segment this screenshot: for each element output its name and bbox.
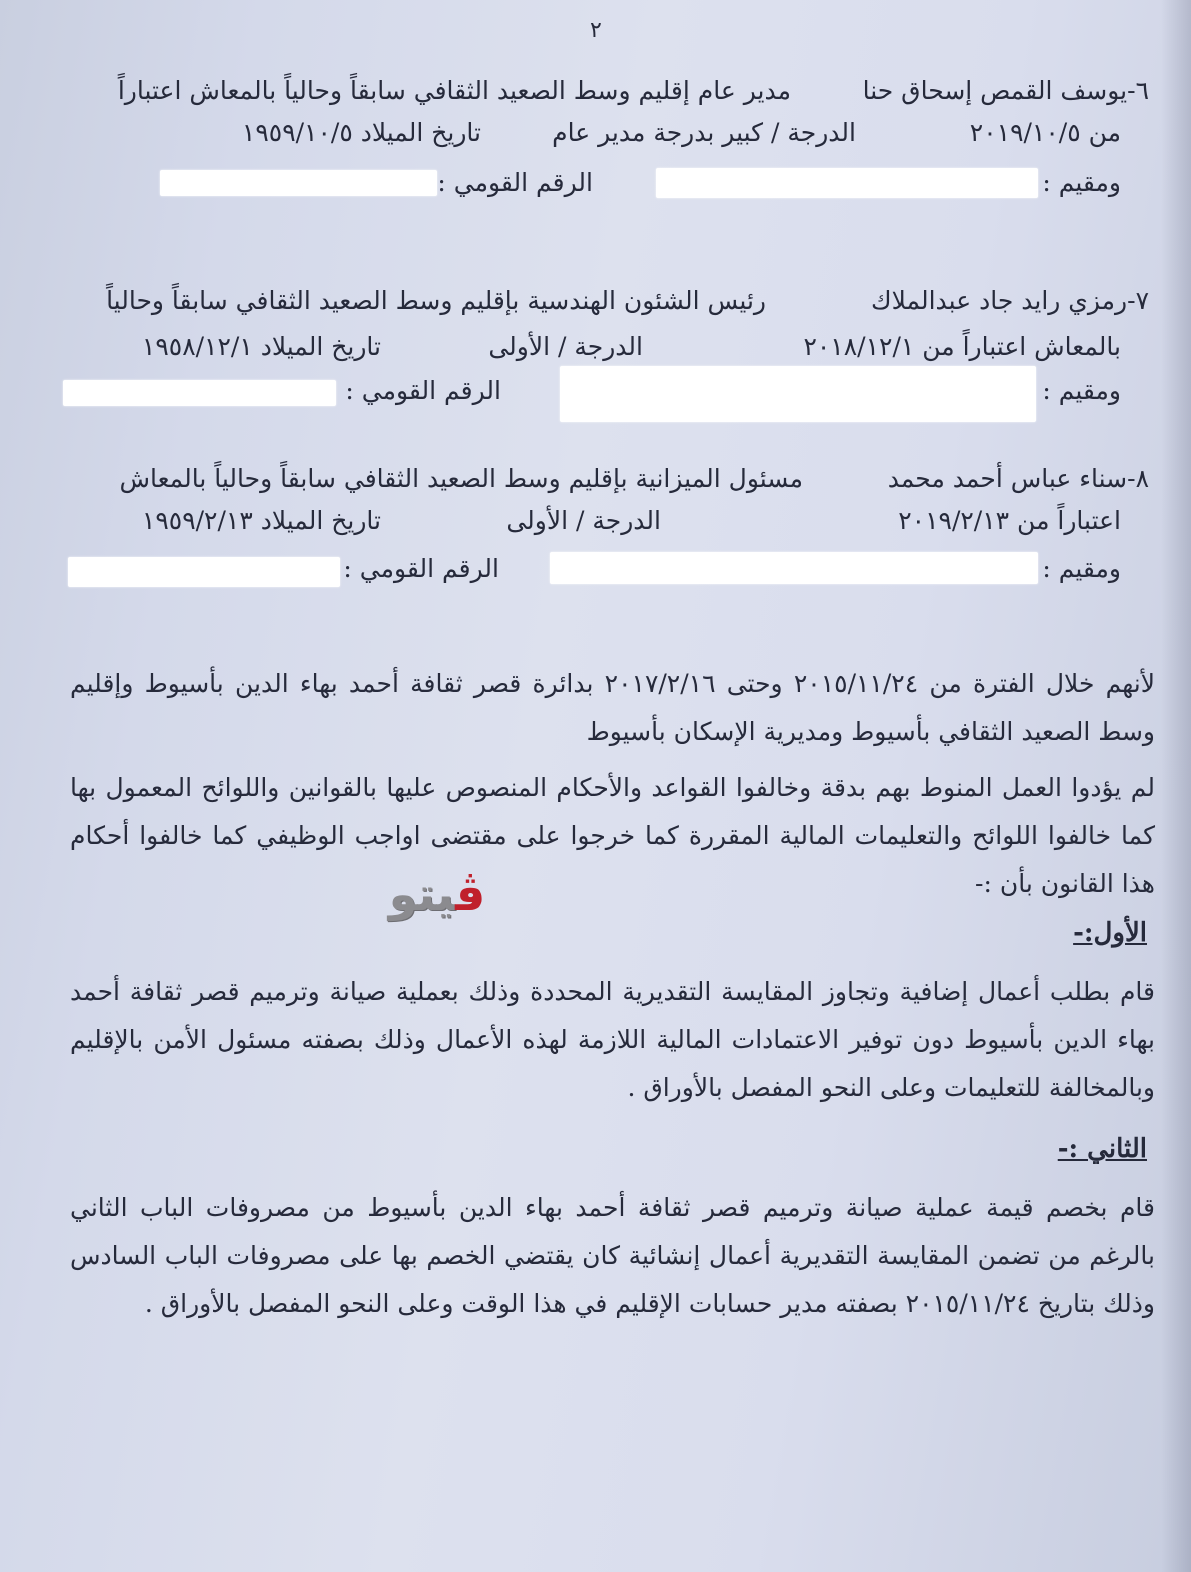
entry-grade: الدرجة / الأولى [506,506,661,535]
watermark-logo: ڤيتو [388,867,486,921]
photo-shadow-edge [1161,0,1191,1572]
redacted-national-id [63,380,336,406]
entry-name: ٧-رمزي رايد جاد عبدالملاك [871,286,1149,315]
entry-since-date: من ٢٠١٩/١٠/٥ [969,118,1121,147]
second-charge-heading: الثاني :- [1057,1134,1147,1164]
redacted-national-id [160,170,437,196]
redacted-address [656,168,1038,198]
national-id-label: الرقم القومي : [343,554,499,583]
page-number: ٢ [590,18,602,43]
national-id-label: الرقم القومي : [437,168,593,197]
charges-paragraph: لم يؤدوا العمل المنوط بهم بدقة وخالفوا القواعد والأحكام المنصوص عليها بالقوانين واللوائح المعمول بها كما خالفوا اللوائح والتعليمات المالية المقررة كما خرجوا على مقتضى اواجب الوظيفي كما خالفوا أحكام هذا القانون بأن :- [70,773,1155,898]
redacted-address [550,552,1038,584]
intro-paragraph: لأنهم خلال الفترة من ٢٠١٥/١١/٢٤ وحتى ٢٠١٧/٢/١٦ بدائرة قصر ثقافة أحمد بهاء الدين بأسيوط وإقليم وسط الصعيد الثقافي بأسيوط ومديرية الإسكان بأسيوط [70,669,1155,746]
entry-since-date: اعتباراً من ٢٠١٩/٢/١٣ [898,506,1121,535]
entry-birth-date: تاريخ الميلاد ١٩٥٨/١٢/١ [141,332,381,361]
entry-name: ٦-يوسف القمص إسحاق حنا [862,76,1149,105]
entry-name: ٨-سناء عباس أحمد محمد [887,464,1149,493]
entry-title: رئيس الشئون الهندسية بإقليم وسط الصعيد الثقافي سابقاً وحالياً [106,286,766,315]
first-charge-heading: الأول:- [1073,918,1147,948]
residence-label: ومقيم : [1042,376,1121,405]
entry-birth-date: تاريخ الميلاد ١٩٥٩/١٠/٥ [241,118,481,147]
entry-title: مدير عام إقليم وسط الصعيد الثقافي سابقاً وحالياً بالمعاش اعتباراً [117,76,791,105]
entry-grade: الدرجة / كبير بدرجة مدير عام [552,118,856,147]
entry-title: مسئول الميزانية بإقليم وسط الصعيد الثقافي سابقاً وحالياً بالمعاش [119,464,803,493]
redacted-national-id [68,557,340,587]
entry-since-date: بالمعاش اعتباراً من ٢٠١٨/١٢/١ [803,332,1121,361]
national-id-label: الرقم القومي : [345,376,501,405]
second-charge-paragraph: قام بخصم قيمة عملية صيانة وترميم قصر ثقافة أحمد بهاء الدين بأسيوط من مصروفات الباب الثاني بالرغم من تضمن المقايسة التقديرية أعمال إنشائية كان يقتضي الخصم بها على مصروفات الباب السادس وذلك بتاريخ ٢٠١٥/١١/٢٤ بصفته مدير حسابات الإقليم في هذا الوقت وعلى النحو المفصل بالأوراق . [70,1193,1155,1318]
entry-grade: الدرجة / الأولى [488,332,643,361]
residence-label: ومقيم : [1042,168,1121,197]
redacted-address [560,366,1036,422]
first-charge-paragraph: قام بطلب أعمال إضافية وتجاوز المقايسة التقديرية المحددة وذلك بعملية صيانة وترميم قصر ثقافة أحمد بهاء الدين بأسيوط دون توفير الاعتمادات المالية اللازمة لهذه الأعمال وذلك بصفته مسئول الأمن بالإقليم وبالمخالفة للتعليمات وعلى النحو المفصل بالأوراق . [70,977,1155,1102]
residence-label: ومقيم : [1042,554,1121,583]
entry-birth-date: تاريخ الميلاد ١٩٥٩/٢/١٣ [141,506,381,535]
